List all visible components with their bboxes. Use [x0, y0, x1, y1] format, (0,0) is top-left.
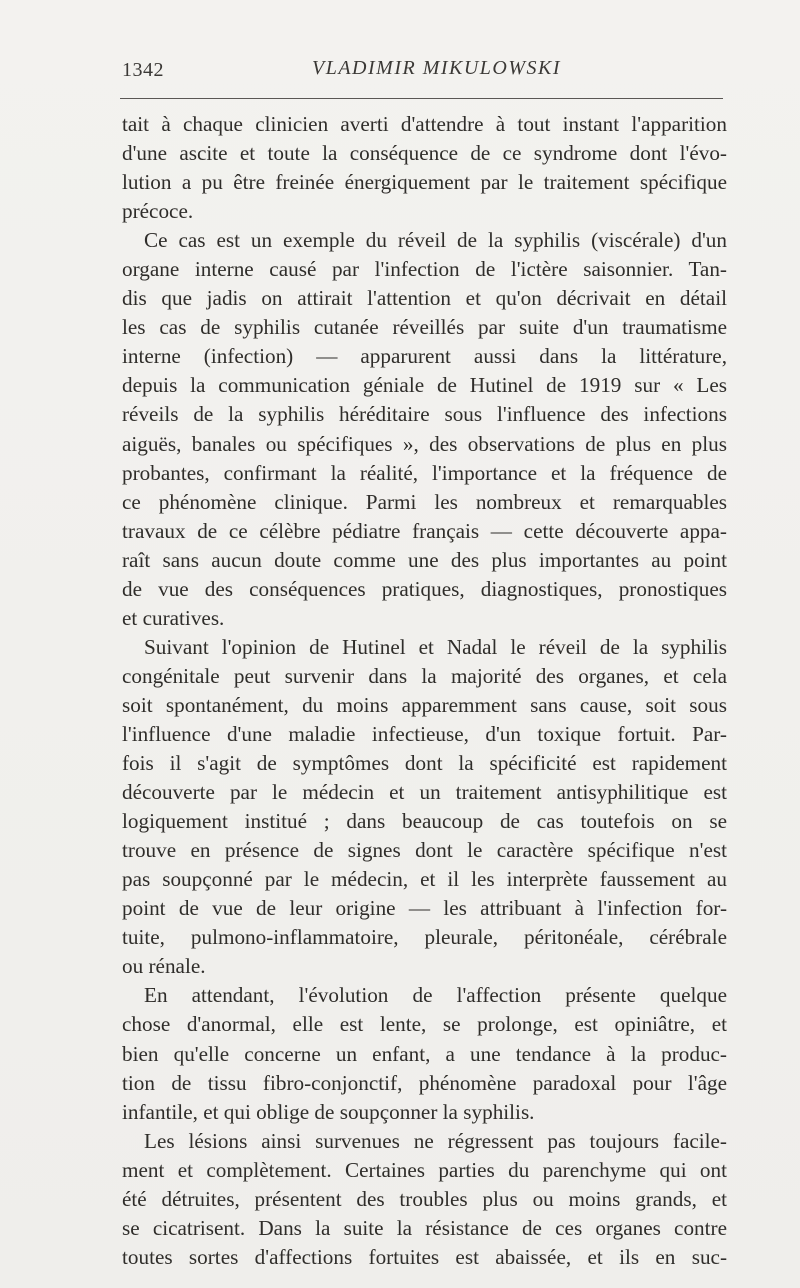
text-line: En attendant, l'évolution de l'affection présente quelque — [144, 983, 727, 1008]
paragraph — [122, 226, 727, 633]
text-line: pas soupçonné par le médecin, et il les interprète faussement au — [122, 867, 727, 892]
text-line: organe interne causé par l'infection de l'ictère saisonnier. Tan- — [122, 257, 727, 282]
text-line: ou rénale. — [122, 954, 206, 979]
header-rule — [120, 98, 723, 99]
paragraph — [122, 110, 727, 226]
text-line: dis que jadis on attirait l'attention et qu'on décrivait en détail — [122, 286, 727, 311]
text-line: probantes, confirmant la réalité, l'importance et la fréquence de — [122, 460, 727, 485]
text-line: congénitale peut survenir dans la majorité des organes, et cela — [122, 663, 727, 688]
text-line: trouve en présence de signes dont le caractère spécifique n'est — [122, 838, 727, 863]
text-line: interne (infection) — apparurent aussi dans la littérature, — [122, 344, 727, 369]
text-line: tait à chaque clinicien averti d'attendre à tout instant l'apparition — [122, 112, 727, 136]
text-line: découverte par le médecin et un traitement antisyphilitique est — [122, 780, 727, 805]
text-line: depuis la communication géniale de Hutinel de 1919 sur « Les — [122, 373, 727, 398]
text-line: logiquement institué ; dans beaucoup de cas toutefois on se — [122, 809, 727, 834]
text-line: de vue des conséquences pratiques, diagnostiques, pronostiques — [122, 576, 727, 601]
page-number: 1342 — [122, 59, 164, 81]
text-line: aiguës, banales ou spécifiques », des observations de plus en plus — [122, 431, 727, 456]
text-line: point de vue de leur origine — les attribuant à l'infection for- — [122, 896, 727, 921]
text-line: été détruites, présentent des troubles plus ou moins grands, et — [122, 1186, 727, 1211]
body-text — [122, 110, 727, 1272]
text-line: toutes sortes d'affections fortuites est abaissée, et ils en suc- — [122, 1244, 727, 1269]
page-header — [118, 57, 722, 85]
paragraph — [122, 981, 727, 1126]
text-line: d'une ascite et toute la conséquence de ce syndrome dont l'évo- — [122, 141, 727, 166]
paragraph — [122, 633, 727, 982]
text-line: ce phénomène clinique. Parmi les nombreux et remarquables — [122, 489, 727, 514]
text-line: fois il s'agit de symptômes dont la spécificité est rapidement — [122, 751, 727, 776]
text-line: tion de tissu fibro-conjonctif, phénomène paradoxal pour l'âge — [122, 1070, 727, 1095]
text-line: travaux de ce célèbre pédiatre français — cette découverte appa- — [122, 518, 727, 543]
text-line: Suivant l'opinion de Hutinel et Nadal le réveil de la syphilis — [144, 634, 727, 659]
text-line: se cicatrisent. Dans la suite la résistance de ces organes contre — [122, 1215, 727, 1240]
text-line: chose d'anormal, elle est lente, se prolonge, est opiniâtre, et — [122, 1012, 727, 1037]
text-line: bien qu'elle concerne un enfant, a une tendance à la produc- — [122, 1041, 727, 1066]
text-line: ment et complètement. Certaines parties du parenchyme qui ont — [122, 1157, 727, 1182]
text-line: réveils de la syphilis héréditaire sous l'influence des infections — [122, 402, 727, 427]
text-line: lution a pu être freinée énergiquement par le traitement spécifique — [122, 170, 727, 195]
text-line: l'influence d'une maladie infectieuse, d'un toxique fortuit. Par- — [122, 721, 727, 746]
text-line: infantile, et qui oblige de soupçonner la syphilis. — [122, 1099, 535, 1124]
text-line: Ce cas est un exemple du réveil de la syphilis (viscérale) d'un — [144, 228, 727, 253]
text-line: Les lésions ainsi survenues ne régressent pas toujours facile- — [144, 1128, 727, 1153]
running-head: VLADIMIR MIKULOWSKI — [312, 57, 562, 79]
text-line: soit spontanément, du moins apparemment sans cause, soit sous — [122, 692, 727, 717]
text-line: raît sans aucun doute comme une des plus importantes au point — [122, 547, 727, 572]
text-line: tuite, pulmono-inflammatoire, pleurale, péritonéale, cérébrale — [122, 925, 727, 950]
text-line: et curatives. — [122, 605, 225, 630]
text-line: les cas de syphilis cutanée réveillés par suite d'un traumatisme — [122, 315, 727, 340]
paragraph — [122, 1127, 727, 1272]
text-line: précoce. — [122, 199, 194, 224]
